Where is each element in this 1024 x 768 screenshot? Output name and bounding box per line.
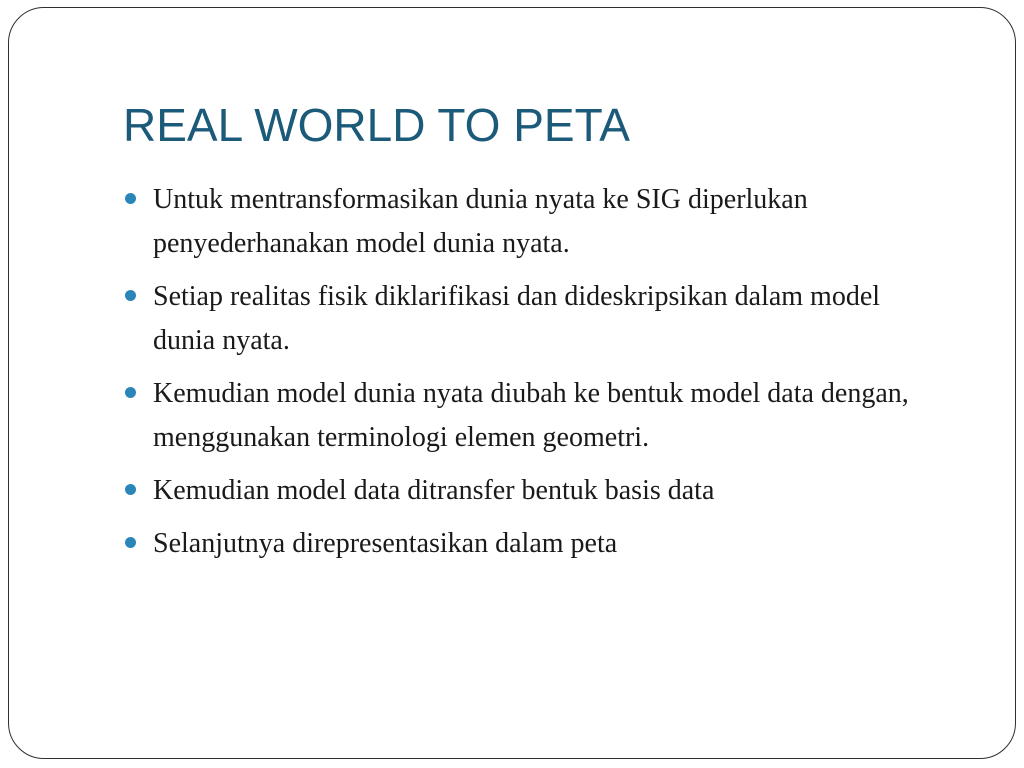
bullet-item: [123, 469, 943, 513]
bullet-dot-icon: [125, 484, 136, 495]
bullet-dot-icon: [125, 193, 136, 204]
bullet-list: [123, 178, 943, 575]
bullet-text: Kemudian model dunia nyata diubah ke bentuk model data dengan, menggunakan terminologi elemen geometri.: [153, 378, 909, 453]
bullet-dot-icon: [125, 387, 136, 398]
bullet-item: [123, 372, 943, 460]
bullet-text: Untuk mentransformasikan dunia nyata ke SIG diperlukan penyederhanakan model dunia nyata.: [153, 184, 808, 259]
bullet-item: [123, 275, 943, 363]
slide-title: REAL WORLD TO PETA: [123, 99, 630, 151]
bullet-text: Setiap realitas fisik diklarifikasi dan dideskripsikan dalam model dunia nyata.: [153, 281, 881, 356]
bullet-text: Kemudian model data ditransfer bentuk basis data: [153, 475, 715, 506]
bullet-dot-icon: [125, 537, 136, 548]
bullet-item: [123, 178, 943, 266]
slide-frame: [8, 7, 1016, 759]
bullet-dot-icon: [125, 290, 136, 301]
bullet-text: Selanjutnya direpresentasikan dalam peta: [153, 528, 618, 559]
bullet-item: [123, 522, 943, 566]
